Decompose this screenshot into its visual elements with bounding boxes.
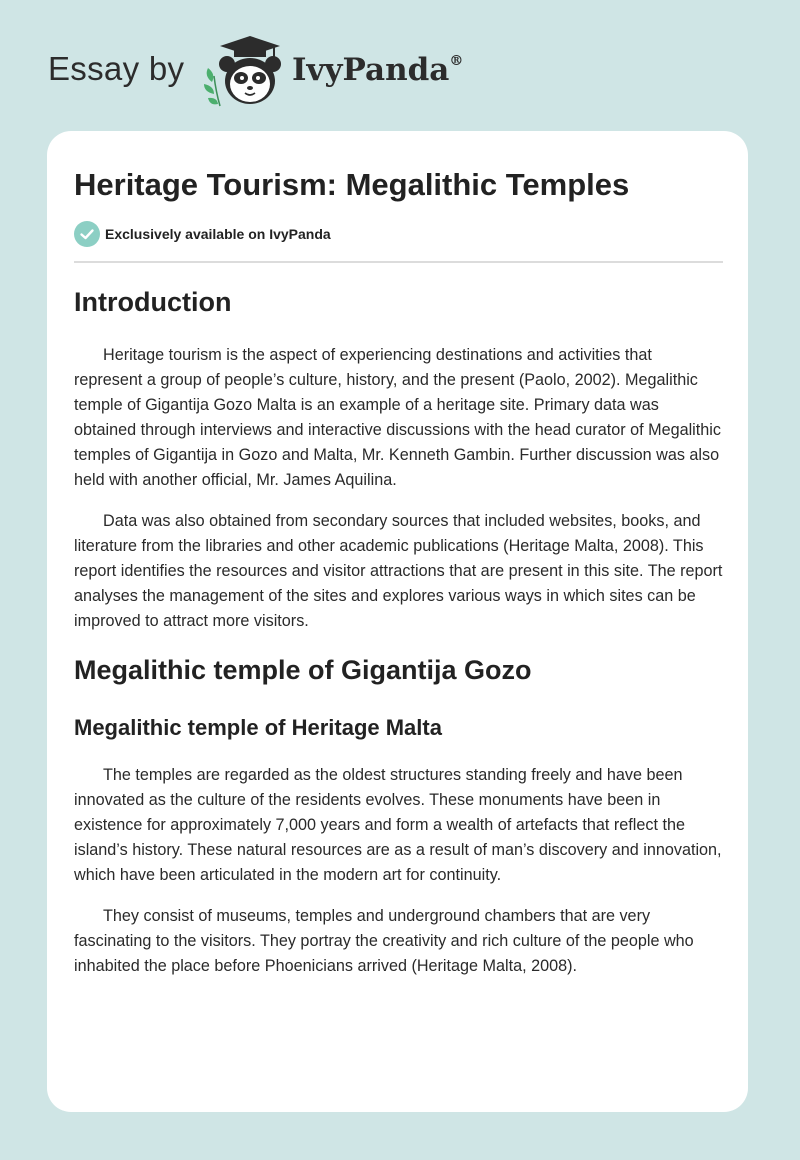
- brand-name[interactable]: [292, 52, 463, 88]
- exclusive-badge: [74, 221, 331, 247]
- panda-logo-icon[interactable]: [200, 32, 292, 112]
- site-header: [0, 0, 800, 130]
- paragraph: Heritage tourism is the aspect of experiencing destinations and activities that represent a group of people’s culture, history, and the present (Paolo, 2002). Megalithic temple of Gigantija Gozo Malta is an example of a heritage site. Primary data was obtained through interviews and interactive discussions with the head curator of Megalithic temples of Gigantija in Gozo and Malta, Mr. Kenneth Gambin. Further discussion was also held with another official, Mr. James Aquilina.: [74, 346, 721, 489]
- paragraph: Data was also obtained from secondary sources that included websites, books, and literature from the libraries and other academic publications (Heritage Malta, 2008). This report identifies the resources and visitor attractions that are present in this site. The report analyses the management of the sites and explores various ways in which sites can be improved to attract more visitors.: [74, 512, 723, 630]
- section-heading-gigantija: Megalithic temple of Gigantija Gozo: [74, 655, 532, 685]
- essay-by-label: Essay by: [48, 50, 185, 87]
- section-heading-introduction: Introduction: [74, 287, 232, 317]
- brand-text: IvyPanda: [292, 52, 450, 88]
- check-circle-icon: [74, 221, 100, 247]
- paragraph: The temples are regarded as the oldest structures standing freely and have been innovated as the culture of the residents evolves. These monuments have been in existence for approximately 7,000 years and form a wealth of artefacts that reflect the island’s history. These natural resources are as a result of man’s discovery and innovation, which have been articulated in the modern art for continuity.: [74, 766, 722, 884]
- page-title: Heritage Tourism: Megalithic Temples: [74, 167, 630, 202]
- subsection-heading-heritage-malta: Megalithic temple of Heritage Malta: [74, 715, 442, 740]
- essay-card: [47, 131, 748, 1112]
- registered-mark: ®: [449, 52, 464, 69]
- paragraph: They consist of museums, temples and underground chambers that are very fascinating to the visitors. They portray the creativity and rich culture of the people who inhabited the place before Phoenicians arrived (Heritage Malta, 2008).: [74, 907, 694, 975]
- divider: [74, 261, 723, 263]
- exclusive-label: Exclusively available on IvyPanda: [105, 226, 331, 242]
